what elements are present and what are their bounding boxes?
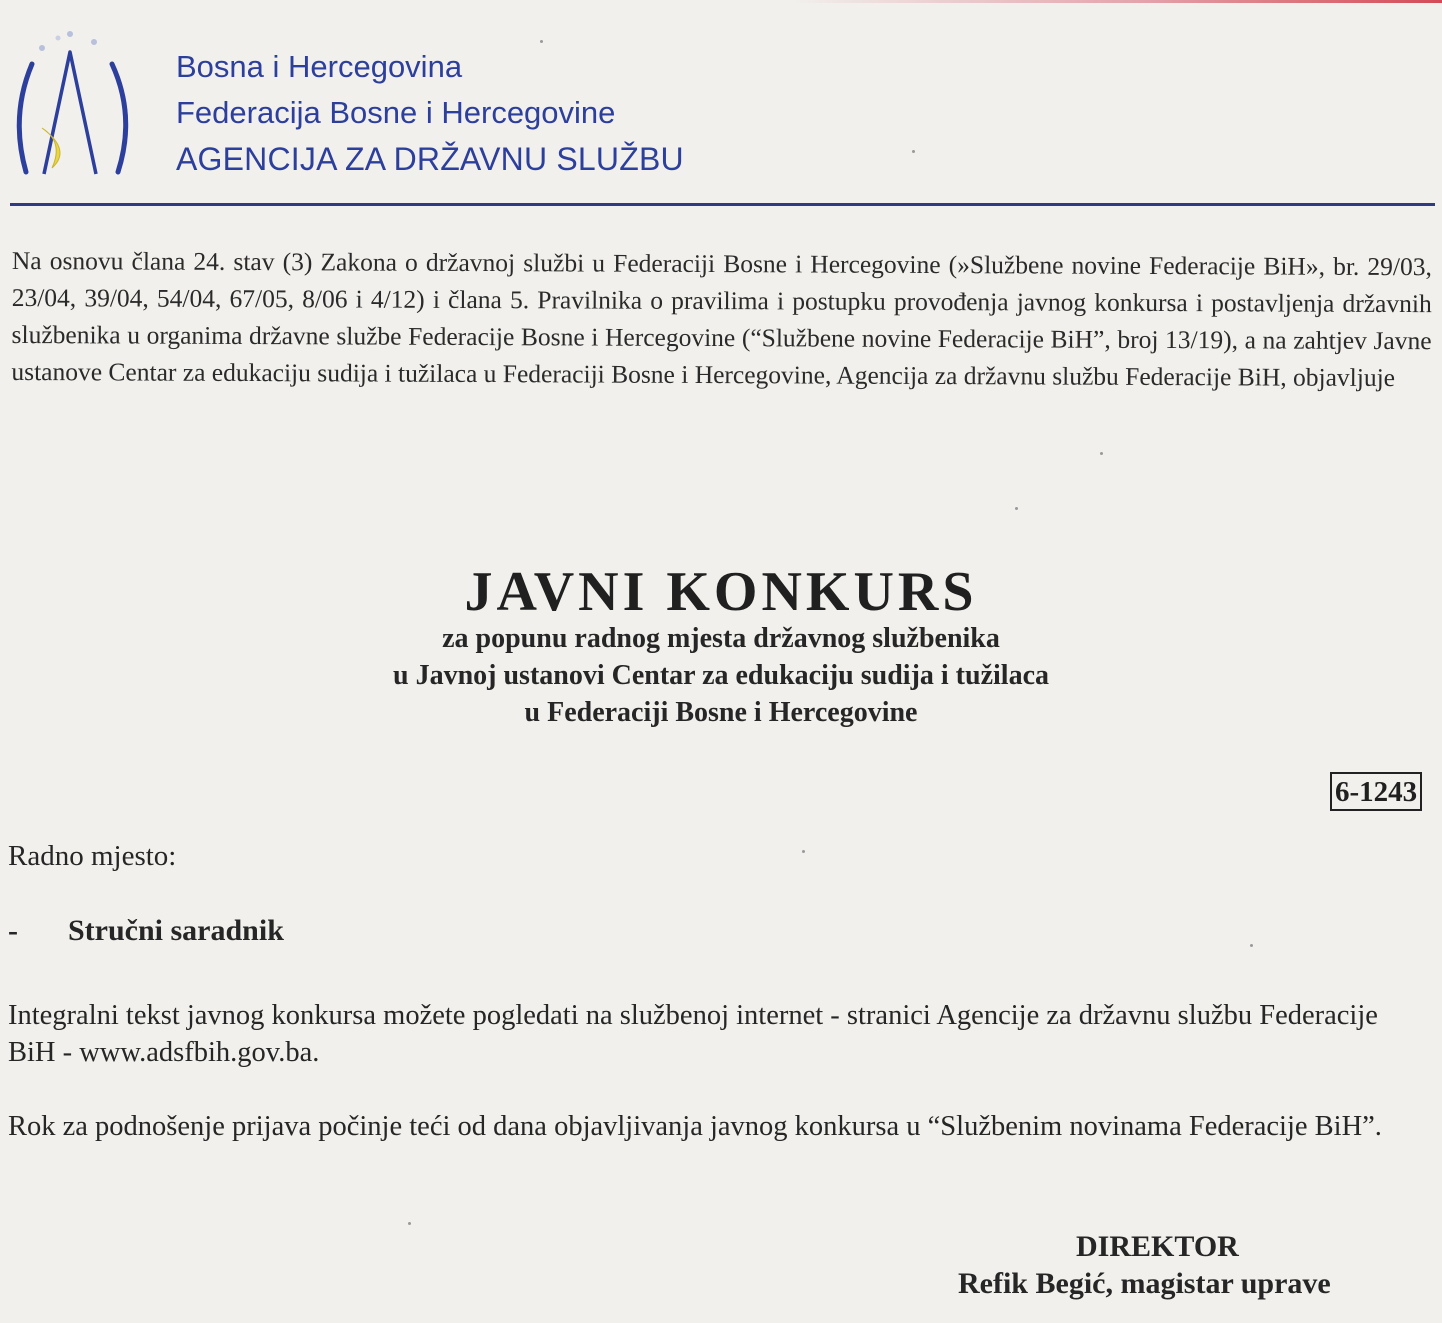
position-item <box>8 914 284 948</box>
subtitle-line-3: u Federaciji Bosne i Hercegovine <box>524 697 918 728</box>
scan-speck <box>912 150 915 153</box>
header-divider <box>10 203 1435 206</box>
scan-speck <box>540 40 543 43</box>
list-dash: - <box>8 914 18 947</box>
scan-speck <box>1250 944 1253 947</box>
deadline-notice: Rok za podnošenje prijava počinje teći od dana objavljivanja javnog konkursa u “Službenim novinama Federacije BiH”. <box>8 1111 1382 1142</box>
scan-speck <box>408 1222 411 1225</box>
subtitle-line-1: za popunu radnog mjesta državnog službenika <box>442 623 1000 654</box>
agency-emblem-icon <box>8 24 148 176</box>
page-title: JAVNI KONKURS <box>464 561 978 623</box>
scan-speck <box>1015 507 1018 510</box>
agency-name: AGENCIJA ZA DRŽAVNU SLUŽBU <box>176 141 684 177</box>
scan-speck <box>802 850 805 853</box>
country-name: Bosna i Hercegovina <box>176 49 463 84</box>
reference-number-box: 6-1243 <box>1330 772 1422 811</box>
federation-name: Federacija Bosne i Hercegovine <box>176 95 616 130</box>
top-edge-line <box>0 0 1442 3</box>
position-name: Stručni saradnik <box>68 914 284 947</box>
agency-header <box>176 44 684 182</box>
page-subtitle <box>0 620 1442 731</box>
full-text-notice: Integralni tekst javnog konkursa možete pogledati na službenoj internet - stranici Agencije za državnu službu Federacije BiH - www.adsfbih.gov.ba. <box>8 1000 1378 1068</box>
position-label: Radno mjesto: <box>8 840 177 872</box>
scan-speck <box>1100 452 1103 455</box>
signature-name: Refik Begić, magistar uprave <box>958 1267 1331 1300</box>
signature-title: DIREKTOR <box>1076 1230 1239 1263</box>
subtitle-line-2: u Javnoj ustanovi Centar za edukaciju sudija i tužilaca <box>393 660 1049 691</box>
legal-basis-paragraph: Na osnovu člana 24. stav (3) Zakona o državnoj službi u Federaciji Bosne i Hercegovine (»Službene novine Federacije BiH», br. 29/03, 23/04, 39/04, 54/04, 67/05, 8/06 i 4/12) i člana 5. Pravilnika o pravilima i postupku provođenja javnog konkursa i postavljenja državnih službenika u organima državne službe Federacije Bosne i Hercegovine (“Službene novine Federacije BiH”, broj 13/19), a na zahtjev Javne ustanove Centar za edukaciju sudija i tužilaca u Federaciji Bosne i Hercegovine, Agencija za državnu službu Federacije BiH, objavljuje <box>11 245 1432 393</box>
